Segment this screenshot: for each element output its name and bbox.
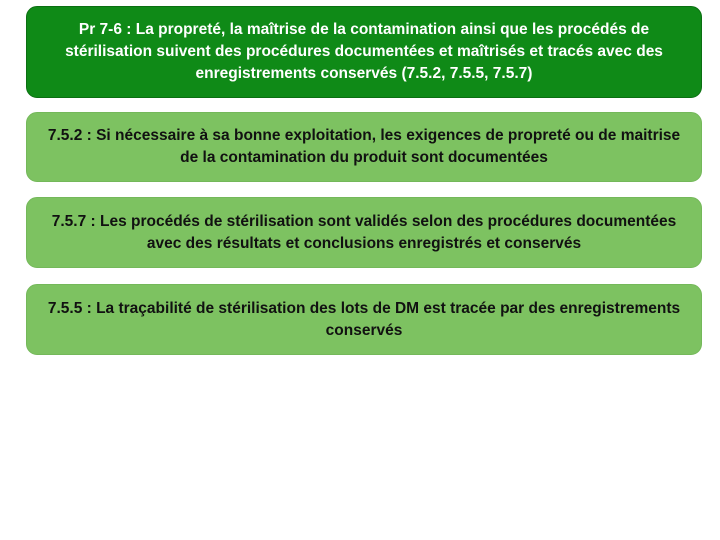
requirement-header-box (26, 6, 702, 98)
clause-text-7-5-7: 7.5.7 : Les procédés de stérilisation sont validés selon des procédures documentées avec des résultats et conclusions enregistrés et conservés (51, 212, 677, 252)
clause-box-7-5-5 (26, 284, 702, 355)
clause-text-7-5-2: 7.5.2 : Si nécessaire à sa bonne exploitation, les exigences de propreté ou de maitrise de la contamination du produit sont documentées (47, 127, 681, 166)
clause-box-7-5-7 (26, 197, 702, 268)
clause-box-7-5-2 (26, 112, 702, 182)
requirement-header-text: Pr 7-6 : La propreté, la maîtrise de la contamination ainsi que les procédés de stérilisation suivent des procédures documentées et maîtrisés et tracés avec des enregistrements conservés (7.5.2, 7.5.5, 7.5.7) (65, 21, 663, 82)
clause-text-7-5-5: 7.5.5 : La traçabilité de stérilisation des lots de DM est tracée par des enregistrements conservés (47, 299, 681, 339)
